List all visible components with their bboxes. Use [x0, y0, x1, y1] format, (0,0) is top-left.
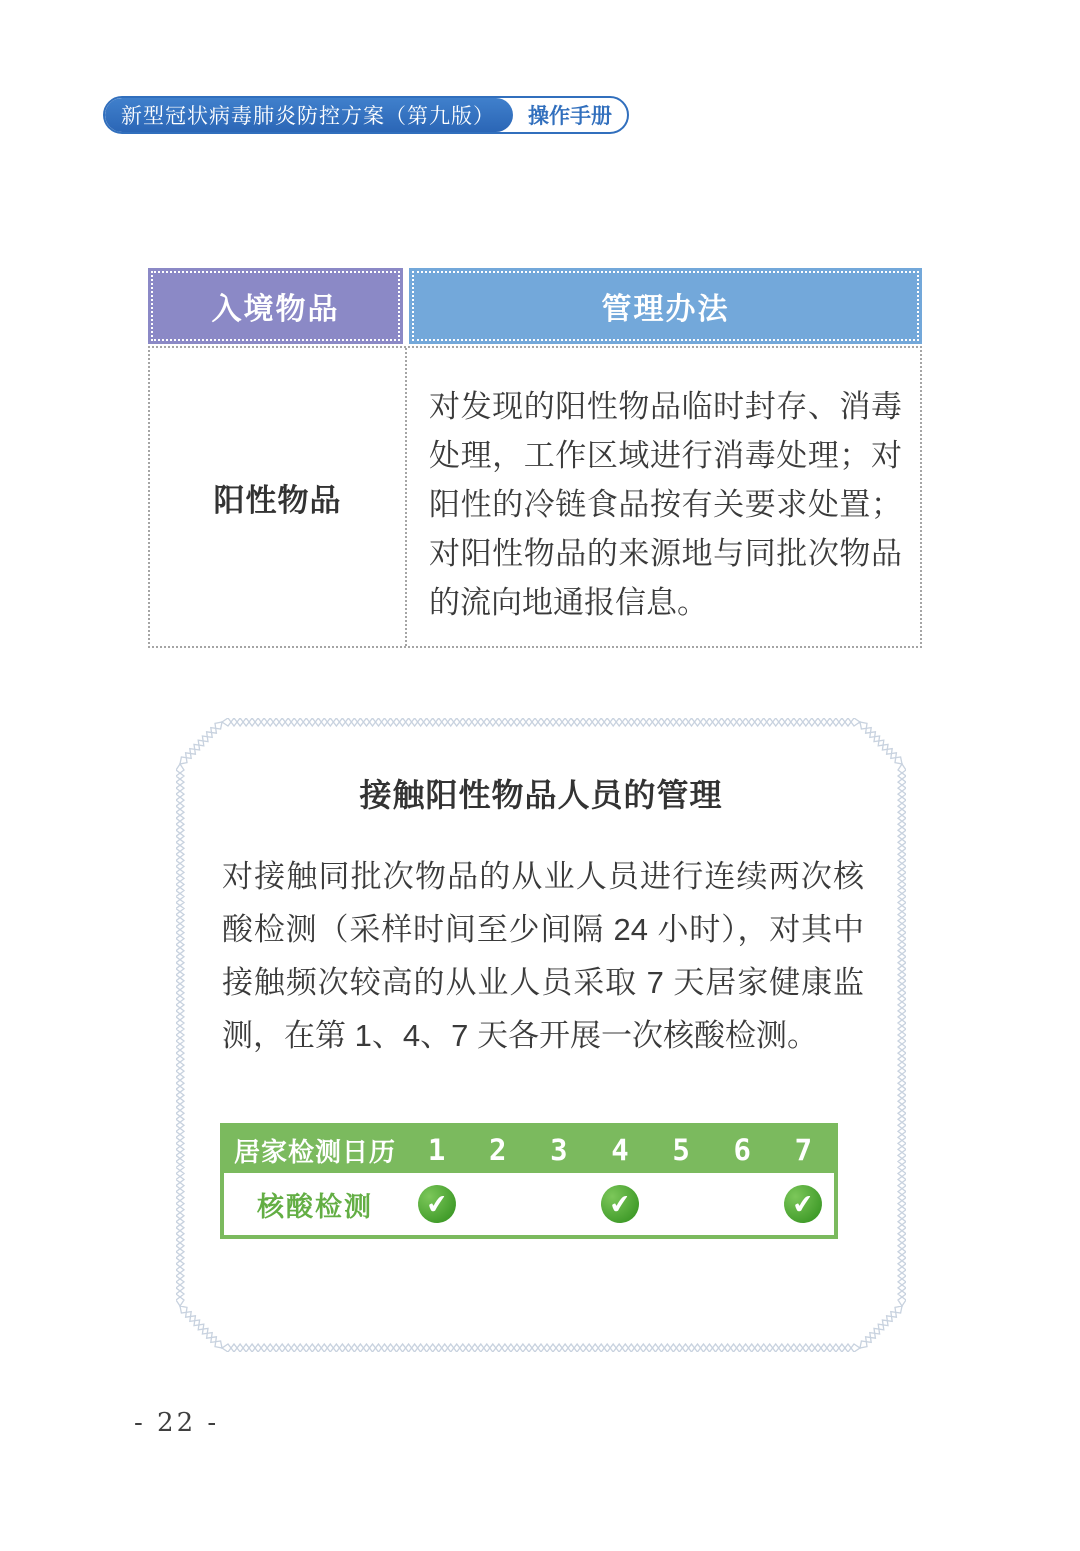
calendar-body-row — [224, 1173, 834, 1235]
info-box — [176, 718, 906, 1352]
calendar-day-7: 7 — [794, 1133, 813, 1167]
calendar-title: 居家检测日历 — [233, 1136, 396, 1167]
calendar-day-2: 2 — [488, 1133, 507, 1167]
home-test-calendar — [220, 1123, 838, 1239]
table-header-row — [148, 268, 922, 344]
check-circle-icon: ✔ — [416, 1183, 458, 1225]
column-header-management-method: 管理办法 — [409, 268, 922, 344]
calendar-day-3: 3 — [550, 1133, 568, 1167]
calendar-day-4: 4 — [611, 1133, 629, 1167]
column-header-entry-items: 入境物品 — [148, 268, 403, 344]
calendar-day-numbers — [406, 1133, 834, 1167]
calendar-cell-day-1 — [406, 1185, 467, 1223]
table-cell-item-name: 阳性物品 — [150, 348, 407, 646]
calendar-header-row — [224, 1127, 834, 1173]
calendar-day-1: 1 — [427, 1133, 446, 1167]
calendar-cell-day-7 — [773, 1185, 834, 1223]
calendar-check-cells — [406, 1185, 834, 1223]
calendar-day-5: 5 — [672, 1133, 690, 1167]
check-circle-icon: ✔ — [783, 1183, 825, 1225]
info-box-body: 对接触同批次物品的从业人员进行连续两次核酸检测（采样时间至少间隔 24 小时），对其中接触频次较高的从业人员采取 7 天居家健康监测，在第 1、4、7 天各开展一次核酸检测。 — [222, 859, 864, 1053]
table-cell-method-text: 对发现的阳性物品临时封存、消毒处理，工作区域进行消毒处理；对阳性的冷链食品按有关要求处置；对阳性物品的来源地与同批次物品的流向地通报信息。 — [429, 389, 902, 620]
table-row — [148, 346, 922, 648]
calendar-day-6: 6 — [733, 1133, 751, 1167]
manual-label: 操作手册 — [528, 105, 612, 128]
entry-items-table — [148, 268, 922, 648]
info-box-title: 接触阳性物品人员的管理 — [359, 777, 723, 813]
calendar-cell-day-4 — [589, 1185, 650, 1223]
document-title: 新型冠状病毒肺炎防控方案（第九版） — [105, 98, 513, 132]
page-number: - 22 - — [134, 1408, 220, 1438]
header-badge — [103, 96, 629, 134]
calendar-row-label: 核酸检测 — [257, 1191, 373, 1222]
check-circle-icon: ✔ — [599, 1183, 641, 1225]
